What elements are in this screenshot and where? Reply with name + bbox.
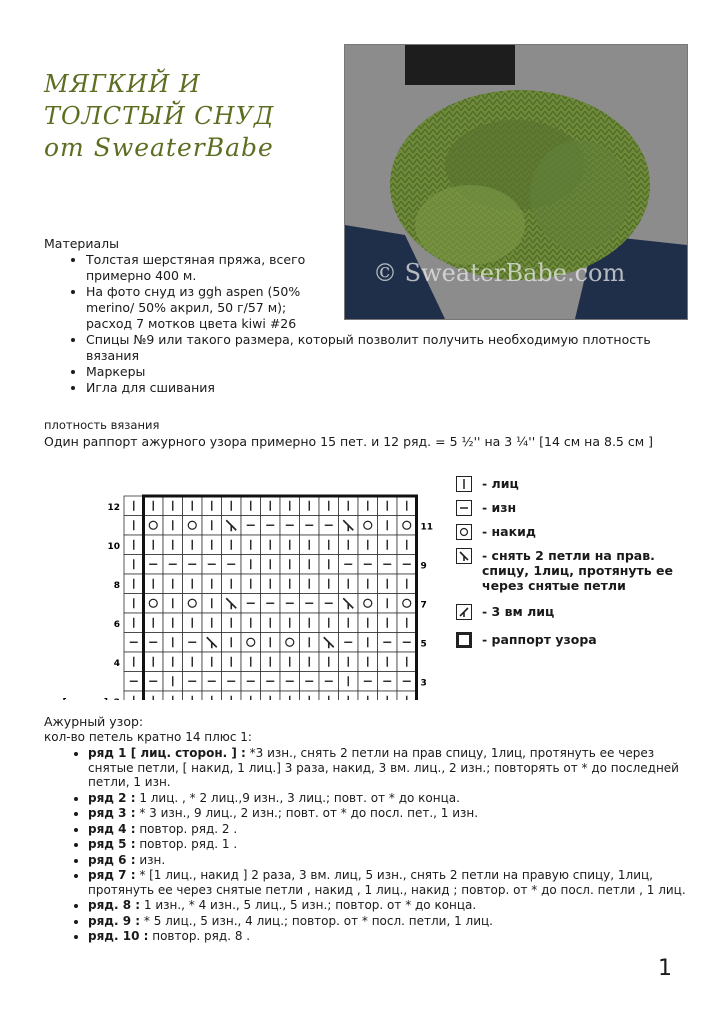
lace-row-label: ряд 1 [ лиц. сторон. ] : xyxy=(88,746,246,760)
chart-cell xyxy=(144,516,164,536)
lace-row xyxy=(88,853,688,868)
knitting-chart xyxy=(60,490,440,704)
lace-row-text: повтор. ряд. 2 . xyxy=(135,821,238,836)
lace-row-label: ряд 5 : xyxy=(88,837,136,851)
legend-label: - снять 2 петли на прав. спицу, 1лиц, протянуть ее через снятые петли xyxy=(482,548,673,593)
lace-row-text: 1 изн., * 4 изн., 5 лиц., 5 изн.; повтор. от * до конца. xyxy=(140,898,477,912)
lace-row xyxy=(88,898,688,913)
lace-row xyxy=(88,806,688,821)
row-number-right: 11 xyxy=(420,522,434,533)
lace-row-label: ряд. 10 : xyxy=(88,929,149,943)
gauge-text: Один раппорт ажурного узора примерно 15 пет. и 12 ряд. = 5 ½'' на 3 ¼'' [14 см на 8.5 см ] xyxy=(44,434,653,449)
lace-row-text: *3 изн., снять 2 петли на прав спицу, 1лиц, протянуть ее через снятые петли, [ накид, 1 лиц.] 3 раза, накид, 3 вм. лиц., 2 изн.; повторять от * до последней петли, 1 изн. xyxy=(88,746,679,789)
lace-row-label: ряд 6 : xyxy=(88,852,136,867)
chart-legend xyxy=(456,476,692,656)
row-number-right: 5 xyxy=(420,639,427,650)
lace-row xyxy=(88,822,688,837)
legend-label: - лиц xyxy=(482,476,519,491)
materials-item: • Игла для сшивания xyxy=(86,380,696,396)
lace-row-text: 1 лиц. , * 2 лиц.,9 изн., 3 лиц.; повт. от * до конца. xyxy=(135,790,460,805)
row-number-left: 8 xyxy=(113,580,120,591)
lace-row xyxy=(88,929,688,944)
legend-label: - 3 вм лиц xyxy=(482,604,555,619)
row-number-left xyxy=(114,698,120,700)
legend-item-yo xyxy=(456,524,692,548)
title-line-3: от SweaterBabe xyxy=(44,133,274,162)
lace-row-label: ряд. 9 : xyxy=(88,913,141,928)
lace-row-text: повтор. ряд. 1 . xyxy=(135,837,238,851)
row-number-left: 6 xyxy=(113,619,120,630)
gauge-heading: плотность вязания xyxy=(44,418,160,432)
knit-three-together-symbol-icon xyxy=(456,604,472,620)
chart-cell xyxy=(280,633,300,653)
lace-row-text: повтор. ряд. 8 . xyxy=(148,929,251,943)
materials-item: • Толстая шерстяная пряжа, всего примерно 400 м. xyxy=(86,252,326,284)
knit-symbol-icon xyxy=(456,476,472,492)
materials-item: • На фото снуд из ggh aspen (50% merino/ 50% акрил, 50 г/57 м); расход 7 мотков цвета kiwi #26 xyxy=(86,284,326,332)
photo-watermark: © SweaterBabe.com xyxy=(373,259,626,287)
row-number-left: 12 xyxy=(107,502,120,513)
slip-knit-pass-symbol-icon xyxy=(456,548,472,564)
legend-item-knit xyxy=(456,476,692,500)
row-number-right: 3 xyxy=(420,678,427,689)
materials-list xyxy=(60,252,696,396)
lace-row-text: * 3 изн., 9 лиц., 2 изн.; повт. от * до посл. пет., 1 изн. xyxy=(135,806,479,820)
document-title xyxy=(44,68,334,164)
wrong-side-label xyxy=(62,698,108,700)
chart-cell xyxy=(144,594,164,614)
title-line-2: ТОЛСТЫЙ СНУД xyxy=(44,102,275,130)
legend-label: - изн xyxy=(482,500,517,515)
lace-rows-list xyxy=(62,746,688,945)
lace-subheading: кол-во петель кратно 14 плюс 1: xyxy=(44,730,252,744)
lace-row-label: ряд. 8 : xyxy=(88,898,141,912)
lace-row-label: ряд 2 : xyxy=(88,790,136,805)
pattern-repeat-symbol-icon xyxy=(456,632,472,648)
yarn-over-symbol-icon xyxy=(456,524,472,540)
legend-item-purl xyxy=(456,500,692,524)
lace-row xyxy=(88,791,688,806)
materials-heading: Материалы xyxy=(44,236,119,251)
legend-label: - раппорт узора xyxy=(482,632,597,647)
lace-row xyxy=(88,837,688,852)
lace-row-text: * [1 лиц., накид ] 2 раза, 3 вм. лиц, 5 изн., снять 2 петли на правую спицу, 1лиц, протянуть ее через снятые петли , накид , 1 лиц., накид ; повтор. от * до посл. петли , 1 лиц. xyxy=(88,868,686,897)
materials-item: • Спицы №9 или такого размера, который позволит получить необходимую плотность вязания xyxy=(86,332,696,364)
chart-cell xyxy=(358,516,378,536)
row-number-right: 9 xyxy=(420,561,427,572)
legend-item-k3tog xyxy=(456,604,692,628)
chart-cell xyxy=(183,594,203,614)
lace-row-label: ряд 7 : xyxy=(88,868,136,882)
chart-cell xyxy=(358,594,378,614)
lace-heading: Ажурный узор: xyxy=(44,714,144,729)
legend-label: - накид xyxy=(482,524,536,539)
lace-row-text: изн. xyxy=(135,852,166,867)
chart-svg xyxy=(60,490,440,700)
chart-cell xyxy=(397,594,417,614)
row-number-right: 7 xyxy=(420,600,427,611)
lace-row-label: ряд 4 : xyxy=(88,821,136,836)
lace-row xyxy=(88,868,688,897)
chart-cell xyxy=(183,516,203,536)
lace-row xyxy=(88,914,688,929)
legend-item-skp xyxy=(456,548,692,598)
lace-row-label: ряд 3 : xyxy=(88,806,136,820)
chart-cell xyxy=(241,633,261,653)
materials-item: • Маркеры xyxy=(86,364,696,380)
row-number-left: 10 xyxy=(107,541,120,552)
title-line-1: МЯГКИЙ И xyxy=(44,70,201,98)
page-number: 1 xyxy=(658,956,672,981)
legend-item-repeat xyxy=(456,632,692,656)
purl-symbol-icon xyxy=(456,500,472,516)
row-number-left: 4 xyxy=(113,658,120,669)
lace-row xyxy=(88,746,688,790)
lace-row-text: * 5 лиц., 5 изн., 4 лиц.; повтор. от * посл. петли, 1 лиц. xyxy=(140,913,493,928)
chart-cell xyxy=(397,516,417,536)
